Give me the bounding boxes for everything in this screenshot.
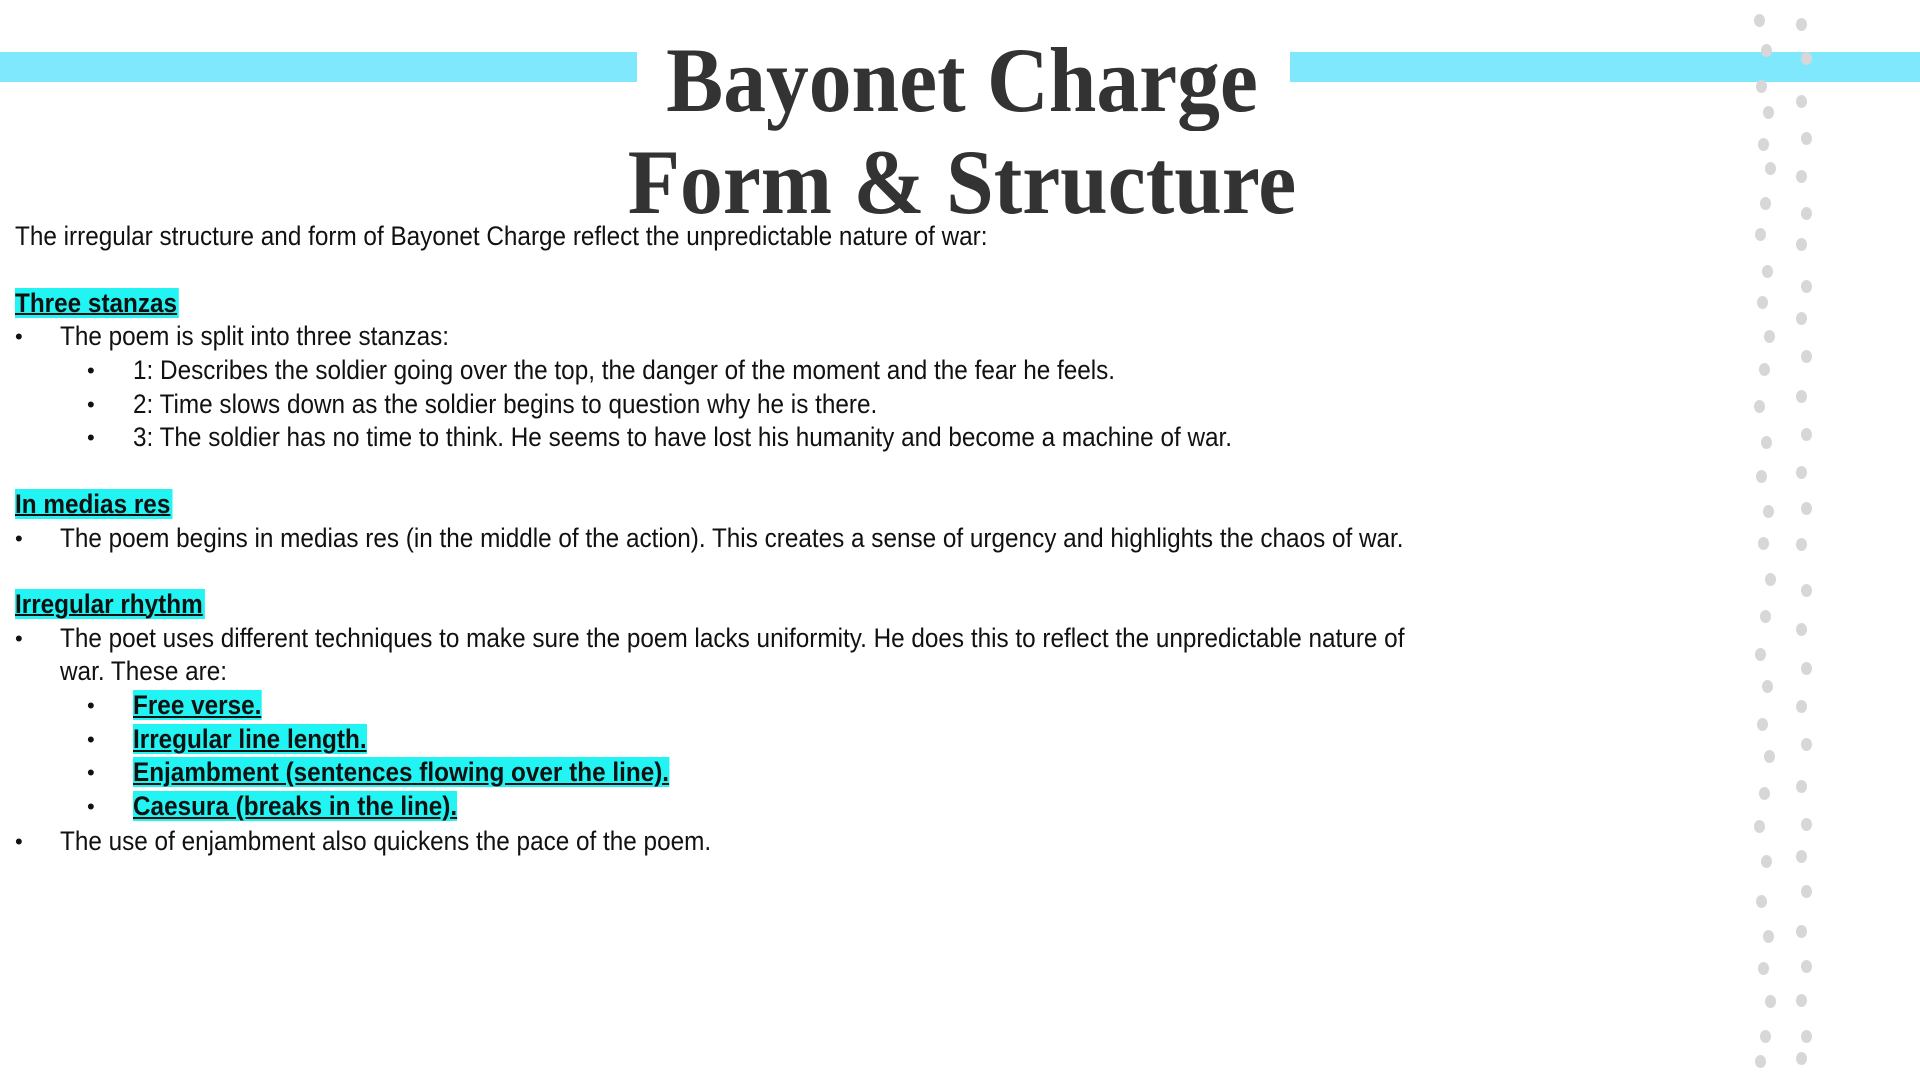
technique-irregular-line-length [133,723,367,756]
slide-title-line-2: Form & Structure [627,131,1297,233]
highlighted-term: Irregular line length. [133,724,367,754]
highlighted-term: Caesura (breaks in the line). [133,791,458,821]
decor-dot [1801,738,1812,751]
sub-list-item: 3: The soldier has no time to think. He seems to have lost his humanity and become a machine of war. [133,422,1233,452]
decor-dot [1765,573,1776,586]
decor-dot [1760,1030,1771,1043]
decor-dot [1801,428,1812,441]
decor-dot [1761,44,1772,57]
decor-dot [1796,18,1807,31]
decor-dot [1765,995,1776,1008]
decor-dot [1760,610,1771,623]
decor-dot [1796,95,1807,108]
decor-dot [1754,820,1765,833]
decor-dot [1796,1052,1807,1065]
decor-dot [1758,537,1769,550]
decor-dot [1801,52,1812,65]
decor-dot [1758,962,1769,975]
section-heading-in-medias-res [15,488,172,521]
decor-dot [1801,960,1812,973]
technique-free-verse [133,689,261,722]
list-item: The use of enjambment also quickens the pace of the poem. [60,826,712,856]
decor-dot [1754,400,1765,413]
intro-text: The irregular structure and form of Bayonet Charge reflect the unpredictable nature of war: [15,221,988,251]
decor-dot [1801,584,1812,597]
decor-dot [1801,1030,1812,1043]
decor-dot [1757,718,1768,731]
section-heading-irregular-rhythm [15,588,205,621]
decor-dot [1762,680,1773,693]
bullet-icon: • [15,626,23,651]
decor-dot [1801,350,1812,363]
decor-dot [1796,466,1807,479]
decor-dot [1796,994,1807,1007]
sub-list-item: 1: Describes the soldier going over the top, the danger of the moment and the fear he feels. [133,355,1116,385]
decor-dot [1762,265,1773,278]
decor-dot [1763,106,1774,119]
decor-dot [1796,700,1807,713]
decor-dot [1801,662,1812,675]
decor-dot [1755,648,1766,661]
bullet-icon: • [87,794,95,819]
decor-dot [1760,197,1771,210]
slide-title-line-1: Bayonet Charge [666,29,1258,131]
technique-caesura [133,790,457,823]
decor-dot [1801,280,1812,293]
decor-dot [1801,132,1812,145]
decorative-dot-columns [1740,0,1860,1080]
technique-enjambment [133,756,669,789]
decor-dot [1801,207,1812,220]
list-item: The poem is split into three stanzas: [60,321,449,351]
list-item-continuation: war. These are: [60,656,228,686]
decor-dot [1764,330,1775,343]
heading-label: Irregular rhythm [15,589,203,619]
bullet-icon: • [15,324,23,349]
bullet-icon: • [87,425,95,450]
decor-dot [1796,390,1807,403]
decor-dot [1801,818,1812,831]
bullet-icon: • [87,727,95,752]
decor-dot [1796,623,1807,636]
list-item: The poet uses different techniques to make sure the poem lacks uniformity. He does this to reflect the unpredictable nature of [60,623,1405,653]
highlighted-term: Enjambment (sentences flowing over the line). [133,757,670,787]
decor-dot [1758,138,1769,151]
decor-dot [1765,162,1776,175]
bullet-icon: • [87,760,95,785]
decor-dot [1796,780,1807,793]
section-heading-three-stanzas [15,287,179,320]
decor-dot [1764,750,1775,763]
decor-dot [1763,505,1774,518]
decor-dot [1796,538,1807,551]
decor-dot [1759,363,1770,376]
bullet-icon: • [15,526,23,551]
decor-dot [1756,80,1767,93]
decor-dot [1801,502,1812,515]
decor-dot [1754,14,1765,27]
decor-dot [1756,895,1767,908]
decor-dot [1756,470,1767,483]
decor-dot [1761,855,1772,868]
sub-list-item: 2: Time slows down as the soldier begins to question why he is there. [133,389,878,419]
list-item: The poem begins in medias res (in the middle of the action). This creates a sense of urgency and highlights the chaos of war. [60,523,1404,553]
decor-dot [1796,238,1807,251]
decor-dot [1763,930,1774,943]
decor-dot [1796,170,1807,183]
bullet-icon: • [87,392,95,417]
decor-dot [1801,885,1812,898]
decor-dot [1757,296,1768,309]
bullet-icon: • [87,693,95,718]
decor-dot [1761,436,1772,449]
decor-dot [1755,1055,1766,1068]
heading-label: In medias res [15,489,171,519]
highlighted-term: Free verse. [133,690,262,720]
decor-dot [1755,228,1766,241]
decor-dot [1796,925,1807,938]
bullet-icon: • [87,358,95,383]
decor-dot [1759,787,1770,800]
decor-dot [1796,850,1807,863]
heading-label: Three stanzas [15,288,178,318]
bullet-icon: • [15,829,23,854]
decor-dot [1796,312,1807,325]
